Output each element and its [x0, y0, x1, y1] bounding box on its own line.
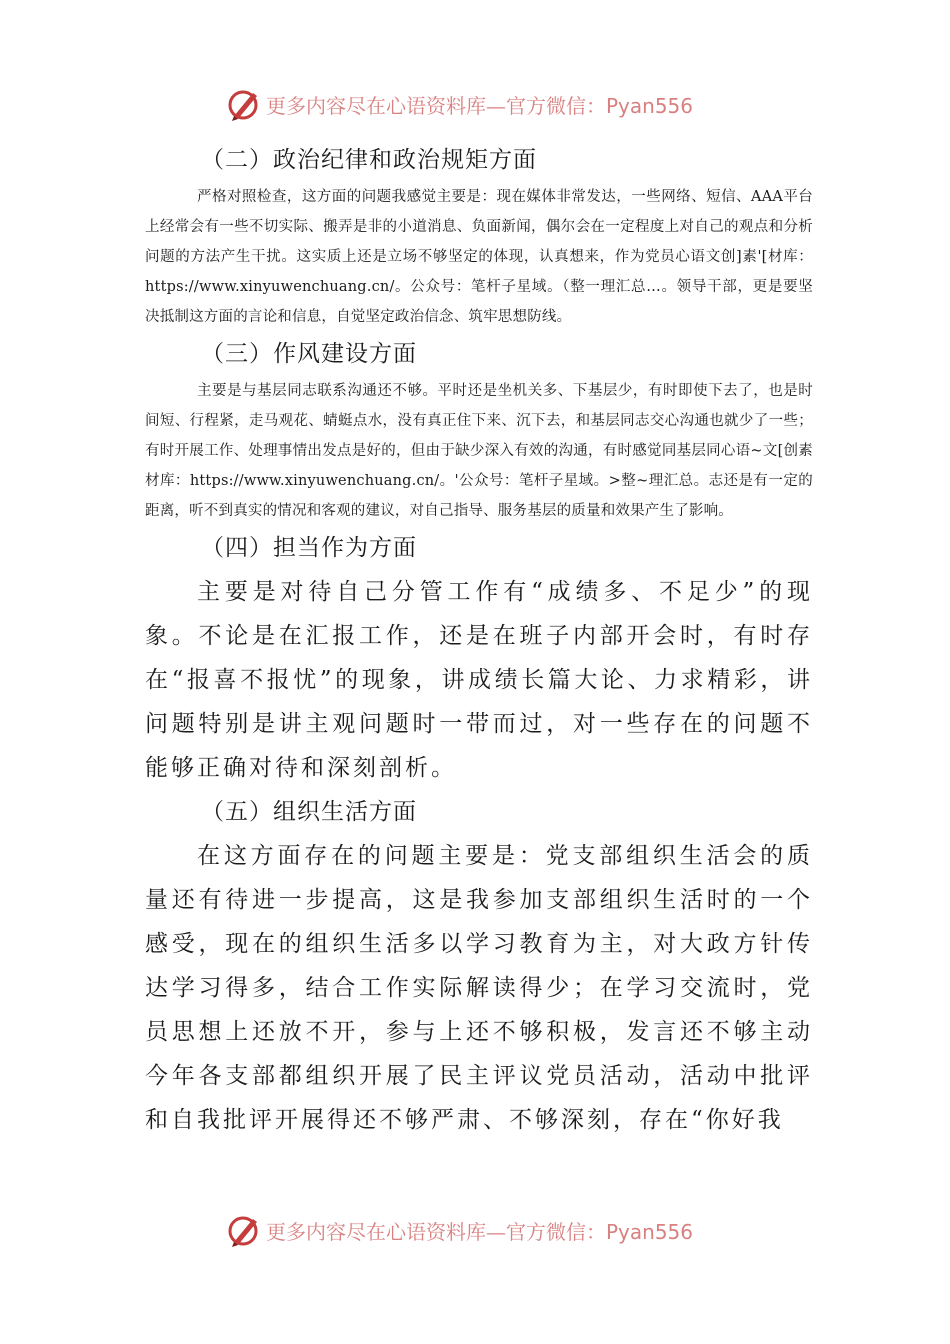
footer-banner [226, 1210, 746, 1250]
banner-label: 更多内容尽在心语资料库—官方微信： [266, 1219, 606, 1244]
pen-logo-icon [226, 86, 262, 122]
banner-text [266, 1216, 693, 1245]
section-heading-2: （二）政治纪律和政治规矩方面 [201, 147, 537, 173]
banner-wechat-id: Pyan556 [606, 1219, 694, 1244]
pen-logo-icon [226, 1212, 262, 1248]
header-banner [226, 84, 746, 124]
banner-text [266, 90, 693, 119]
section-heading-3: （三）作风建设方面 [201, 341, 417, 367]
document-body [145, 138, 813, 1142]
section-paragraph-4: 主要是对待自己分管工作有“成绩多、不足少”的现象。不论是在汇报工作，还是在班子内部开会时，有时存在“报喜不报忧”的现象，讲成绩长篇大论、力求精彩，讲问题特别是讲主观问题时一带而过，对一些存在的问题不能够正确对待和深刻剖析。 [145, 579, 813, 781]
section-heading-5: （五）组织生活方面 [201, 799, 417, 825]
section-paragraph-2: 严格对照检查，这方面的问题我感觉主要是：现在媒体非常发达，一些网络、短信、AAA平台上经常会有一些不切实际、搬弄是非的小道消息、负面新闻，偶尔会在一定程度上对自己的观点和分析问题的方法产生干扰。这实质上还是立场不够坚定的体现，认真想来，作为党员心语文创]素'[材库：https://www.xinyuwenchuang.cn/。公众号：笔杆子星域。（整一理汇总…。领导干部，更是要坚决抵制这方面的言论和信息，自觉坚定政治信念、筑牢思想防线。 [145, 189, 813, 325]
banner-wechat-id: Pyan556 [606, 93, 694, 118]
section-heading-4: （四）担当作为方面 [201, 535, 417, 561]
banner-label: 更多内容尽在心语资料库—官方微信： [266, 93, 606, 118]
section-paragraph-3: 主要是与基层同志联系沟通还不够。平时还是坐机关多、下基层少，有时即使下去了，也是时间短、行程紧，走马观花、蜻蜓点水，没有真正住下来、沉下去，和基层同志交心沟通也就少了一些；有时开展工作、处理事情出发点是好的，但由于缺少深入有效的沟通，有时感觉同基层同心语~文[创素材库：https://www.xinyuwenchuang.cn/。'公众号：笔杆子星域。>整~理汇总。志还是有一定的距离，听不到真实的情况和客观的建议，对自己指导、服务基层的质量和效果产生了影响。 [145, 383, 813, 519]
section-paragraph-5: 在这方面存在的问题主要是：党支部组织生活会的质量还有待进一步提高，这是我参加支部组织生活时的一个感受，现在的组织生活多以学习教育为主，对大政方针传达学习得多，结合工作实际解读得少；在学习交流时，党员思想上还放不开，参与上还不够积极，发言还不够主动今年各支部都组织开展了民主评议党员活动，活动中批评和自我批评开展得还不够严肃、不够深刻，存在“你好我 [145, 843, 813, 1133]
